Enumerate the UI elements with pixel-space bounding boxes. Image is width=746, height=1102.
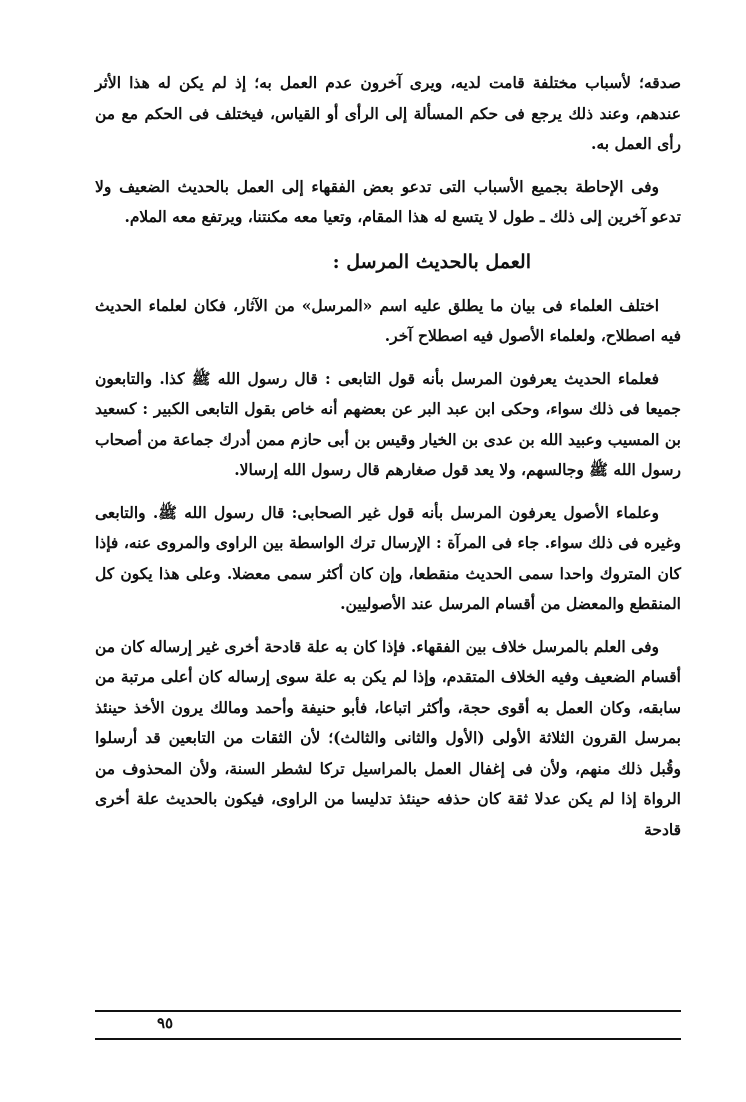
section-heading: العمل بالحديث المرسل : <box>332 250 531 273</box>
page-number: ٩٥ <box>156 1014 174 1032</box>
paragraph: اختلف العلماء فى بيان ما يطلق عليه اسم «المرسل» من الآثار، فكان لعلماء الحديث فيه اصطلاح، ولعلماء الأصول فيه اصطلاح آخر. <box>95 295 681 345</box>
paragraph: فعلماء الحديث يعرفون المرسل بأنه قول التابعى : قال رسول الله ﷺ كذا. والتابعون جميعا فى ذلك سواء، وحكى ابن عبد البر عن بعضهم أنه خاص بقول التابعى الكبير : كسعيد بن المسيب وعبيد الله بن عدى بن الخيار وقيس بن أبى حازم ممن أدرك جماعة من أصحاب رسول الله ﷺ وجالسهم، ولا يعد قول صغارهم قال رسول الله إرسالا. <box>95 368 681 479</box>
paragraph: وفى العلم بالمرسل خلاف بين الفقهاء. فإذا كان به علة قادحة أخرى غير إرساله كان من أقسام الضعيف وفيه الخلاف المتقدم، وإذا لم يكن به علة سوى إرساله كان أعلى مرتبة من سابقه، وكان العمل به أقوى حجة، وأكثر اتباعا، فأبو حنيفة وأحمد ومالك يرون الأخذ حينئذ بمرسل القرون الثلاثة الأولى (الأول والثانى والثالث)؛ لأن الثقات من التابعين قد أرسلوا وقُبل ذلك منهم، ولأن فى إغفال العمل بالمراسيل تركا لشطر السنة، ولأن المحذوف من الرواة إذا لم يكن عدلا ثقة كان حذفه حينئذ تدليسا من الراوى، فيكون بالحديث علة أخرى قادحة <box>95 636 681 839</box>
footer-rule-top <box>95 1010 681 1012</box>
paragraph: وفى الإحاطة بجميع الأسباب التى تدعو بعض الفقهاء إلى العمل بالحديث الضعيف ولا تدعو آخرين إلى ذلك ـ طول لا يتسع له هذا المقام، وتعيا معه مكنتنا، ويرتفع معه الملام. <box>95 176 681 226</box>
footer-rule-bottom <box>95 1038 681 1040</box>
paragraph: صدقه؛ لأسباب مختلفة قامت لديه، ويرى آخرون عدم العمل به؛ إذ لم يكن له هذا الأثر عندهم، وعند ذلك يرجع فى حكم المسألة إلى الرأى أو القياس، فيختلف فى الحكم مع من رأى العمل به. <box>95 73 681 153</box>
paragraph: وعلماء الأصول يعرفون المرسل بأنه قول غير الصحابى: قال رسول الله ﷺ. والتابعى وغيره فى ذلك سواء. جاء فى المرآة : الإرسال ترك الواسطة بين الراوى والمروى عنه، فإذا كان المتروك واحدا سمى الحديث منقطعا، وإن كان أكثر سمى معضلا. وعلى هذا يكون كل المنقطع والمعضل من أقسام المرسل عند الأصوليين. <box>95 502 681 613</box>
page-body <box>95 68 681 857</box>
